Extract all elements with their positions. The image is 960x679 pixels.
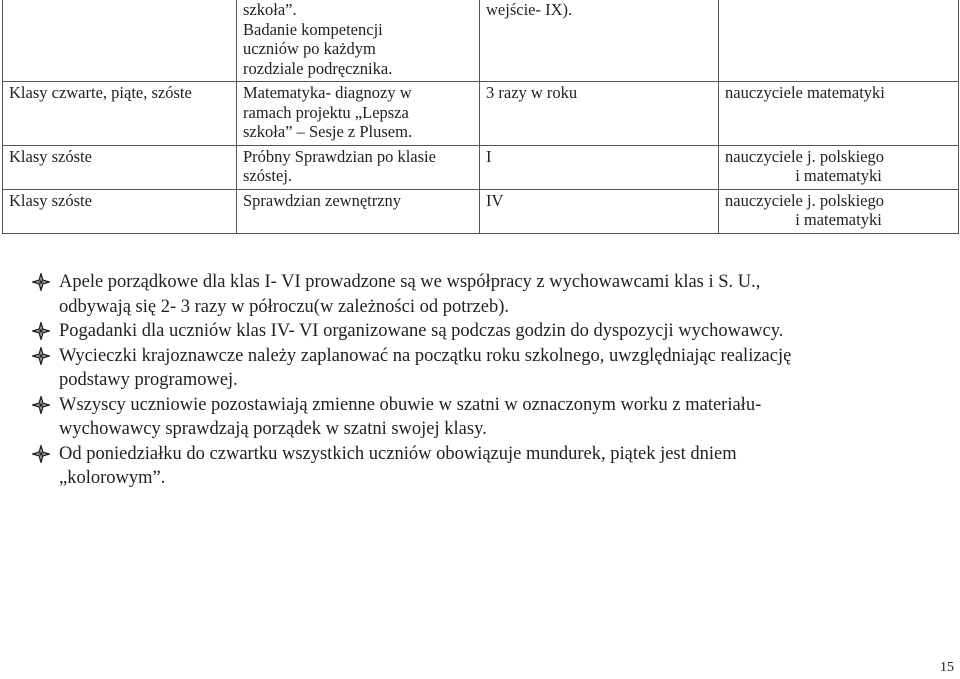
cell-responsible: nauczyciele j. polskiego i matematyki bbox=[719, 145, 959, 189]
cell-class-group: Klasy szóste bbox=[3, 145, 237, 189]
rules-list bbox=[32, 270, 932, 491]
list-item: Od poniedziałku do czwartku wszystkich uczniów obowiązuje mundurek, piątek jest dniem „kolorowym”. bbox=[32, 442, 932, 491]
schedule-table bbox=[2, 0, 959, 234]
table-row bbox=[3, 82, 959, 146]
cell-frequency: wejście- IX). bbox=[480, 0, 719, 82]
cell-class-group: Klasy szóste bbox=[3, 189, 237, 233]
cell-frequency: I bbox=[480, 145, 719, 189]
cell-frequency: IV bbox=[480, 189, 719, 233]
diamond-bullet-icon bbox=[32, 445, 50, 463]
table-row bbox=[3, 145, 959, 189]
diamond-bullet-icon bbox=[32, 273, 50, 291]
cell-responsible: nauczyciele matematyki bbox=[719, 82, 959, 146]
list-item: Wszyscy uczniowie pozostawiają zmienne obuwie w szatni w oznaczonym worku z materiału- wychowawcy sprawdzają porządek w szatni swojej klasy. bbox=[32, 393, 932, 442]
cell-task: szkoła”. Badanie kompetencji uczniów po każdym rozdziale podręcznika. bbox=[237, 0, 480, 82]
page-number: 15 bbox=[940, 660, 954, 675]
cell-class-group: Klasy czwarte, piąte, szóste bbox=[3, 82, 237, 146]
list-item: Wycieczki krajoznawcze należy zaplanować na początku roku szkolnego, uwzględniając realizację podstawy programowej. bbox=[32, 344, 932, 393]
list-item: Pogadanki dla uczniów klas IV- VI organizowane są podczas godzin do dyspozycji wychowawcy. bbox=[32, 319, 932, 344]
cell-task: Sprawdzian zewnętrzny bbox=[237, 189, 480, 233]
list-item: Apele porządkowe dla klas I- VI prowadzone są we współpracy z wychowawcami klas i S. U., odbywają się 2- 3 razy w półroczu(w zależności od potrzeb). bbox=[32, 270, 932, 319]
diamond-bullet-icon bbox=[32, 322, 50, 340]
cell-responsible bbox=[719, 0, 959, 82]
table-row bbox=[3, 0, 959, 82]
diamond-bullet-icon bbox=[32, 396, 50, 414]
diamond-bullet-icon bbox=[32, 347, 50, 365]
cell-frequency: 3 razy w roku bbox=[480, 82, 719, 146]
cell-task: Próbny Sprawdzian po klasie szóstej. bbox=[237, 145, 480, 189]
table-row bbox=[3, 189, 959, 233]
cell-responsible: nauczyciele j. polskiego i matematyki bbox=[719, 189, 959, 233]
cell-task: Matematyka- diagnozy w ramach projektu „Lepsza szkoła” – Sesje z Plusem. bbox=[237, 82, 480, 146]
cell-class-group bbox=[3, 0, 237, 82]
